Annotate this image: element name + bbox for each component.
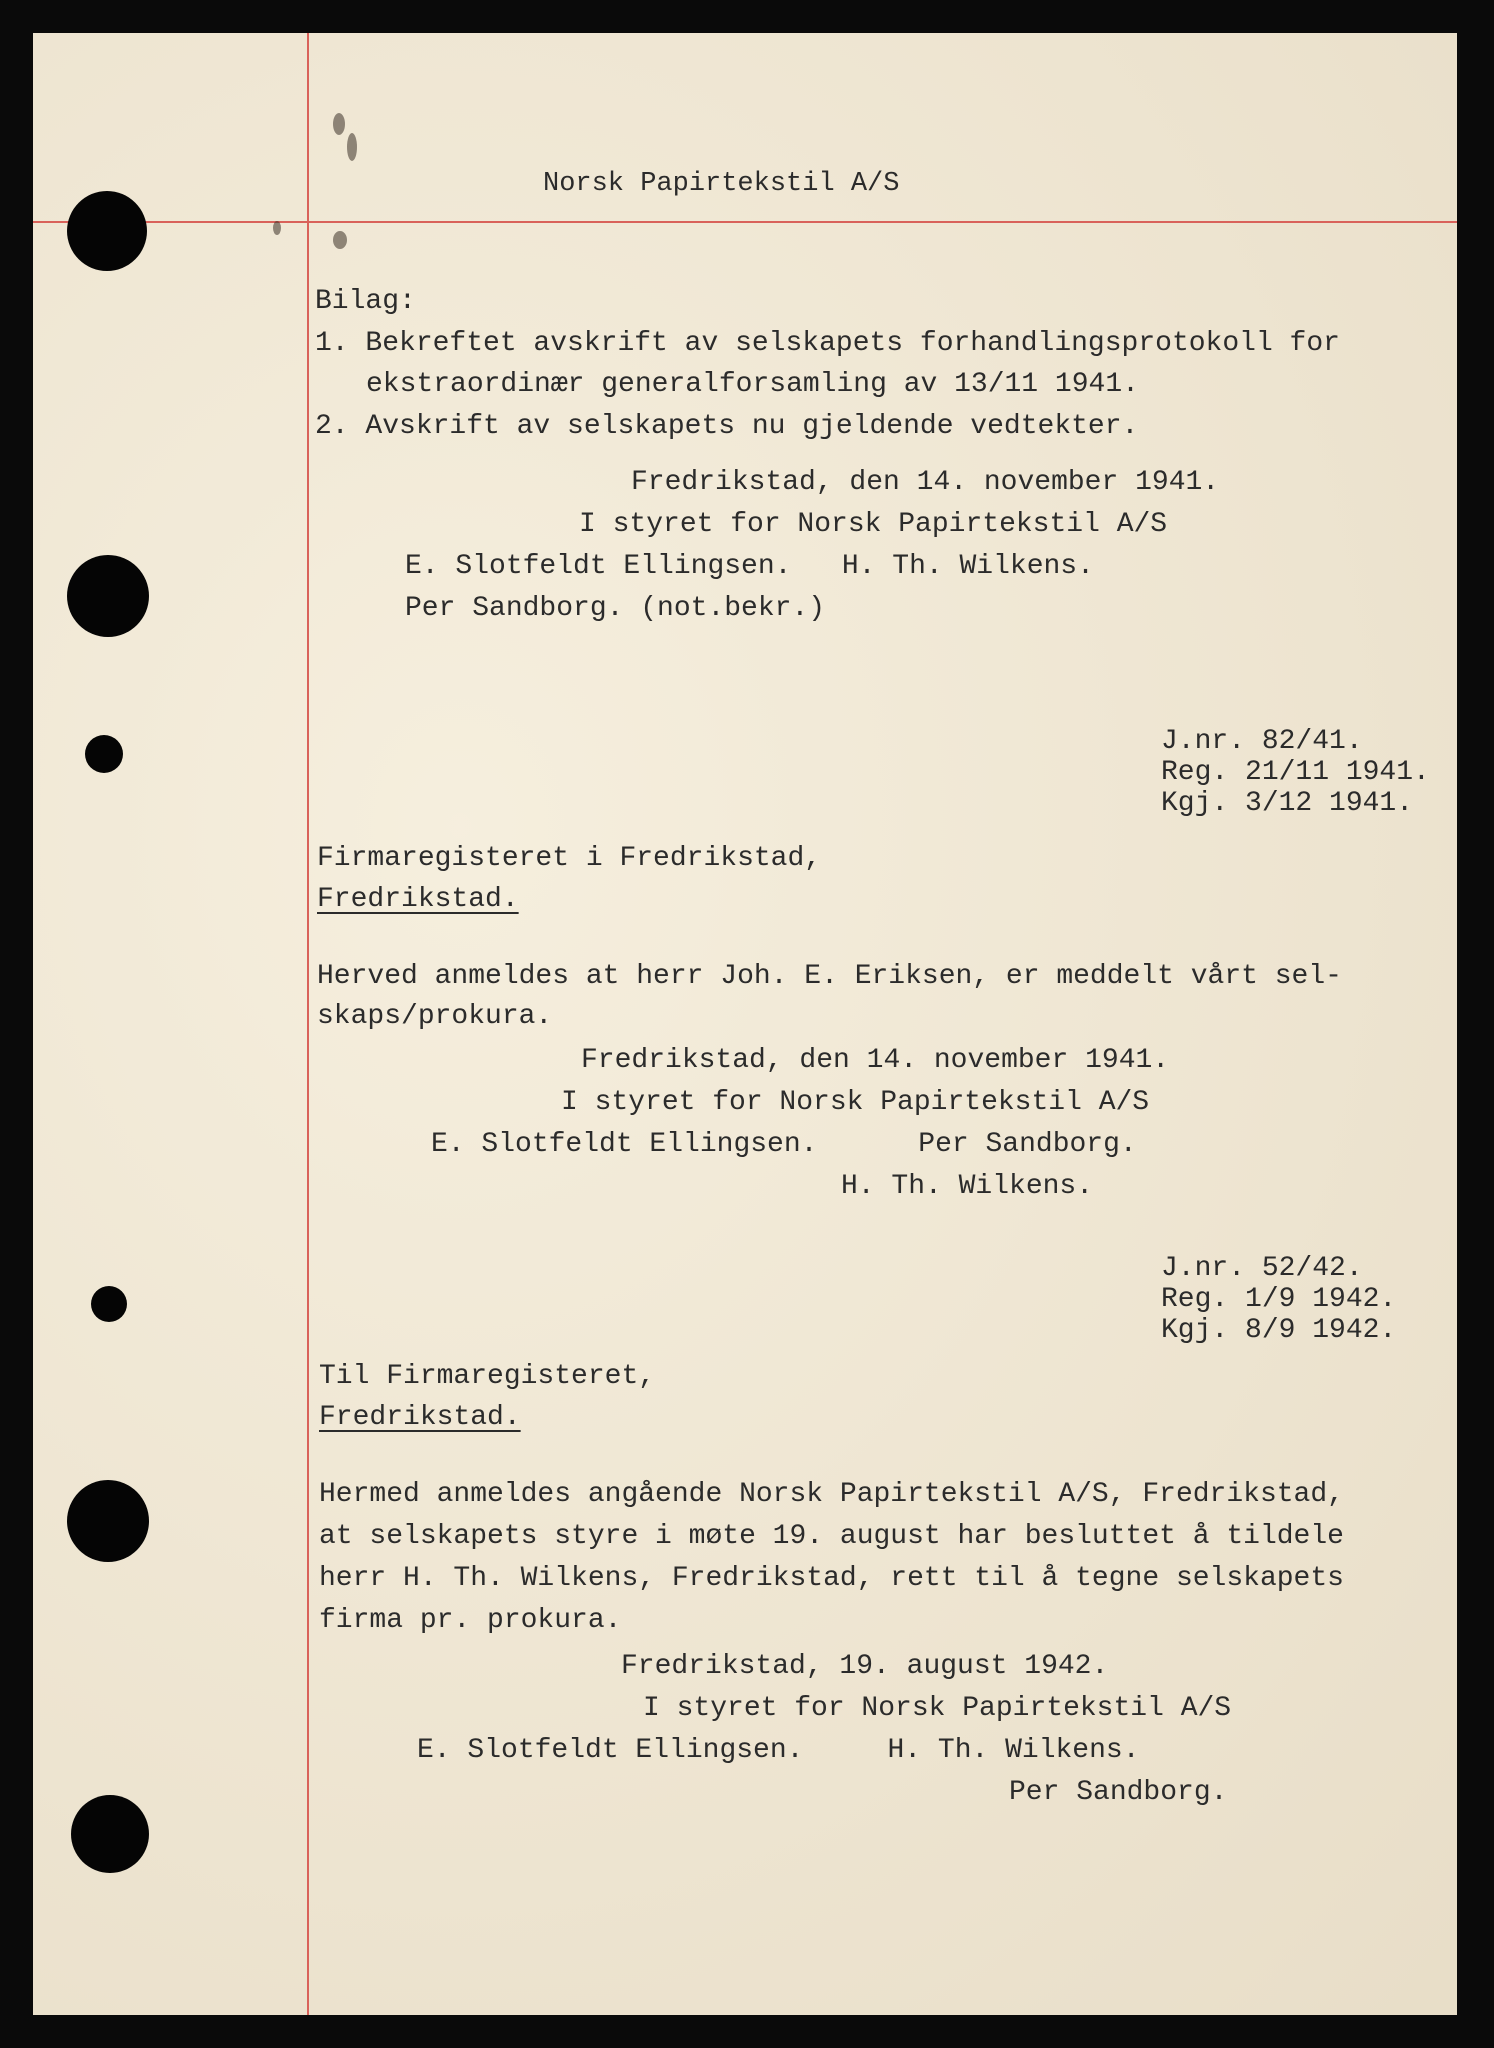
document-page — [33, 33, 1457, 2015]
letter2-city: Fredrikstad. — [317, 884, 519, 915]
sign1-signers-b: Per Sandborg. (not.bekr.) — [405, 593, 826, 624]
letter3-city: Fredrikstad. — [319, 1402, 521, 1433]
ink-smudge — [333, 113, 345, 135]
letter3-signers-a: E. Slotfeldt Ellingsen. H. Th. Wilkens. — [417, 1735, 1140, 1766]
letter2-signers-b: H. Th. Wilkens. — [841, 1171, 1094, 1202]
margin-rule — [307, 33, 309, 2015]
reg1-jnr: J.nr. 82/41. — [1161, 726, 1363, 757]
letter3-body-1: Hermed anmeldes angående Norsk Papirtekstil A/S, Fredrikstad, — [319, 1479, 1344, 1510]
punch-hole — [71, 1795, 149, 1873]
ink-smudge — [347, 133, 357, 161]
letter2-signers-a: E. Slotfeldt Ellingsen. Per Sandborg. — [431, 1129, 1137, 1160]
attachment-item-1: 1. Bekreftet avskrift av selskapets forhandlingsprotokoll for — [315, 328, 1340, 359]
header-rule — [33, 221, 1457, 223]
attachment-item-1-cont: ekstraordinær generalforsamling av 13/11 1941. — [366, 369, 1139, 400]
letter2-addressee: Firmaregisteret i Fredrikstad, — [317, 843, 822, 874]
reg1-reg: Reg. 21/11 1941. — [1161, 757, 1430, 788]
letter3-body-4: firma pr. prokura. — [319, 1605, 622, 1636]
reg2-jnr: J.nr. 52/42. — [1161, 1253, 1363, 1284]
letter3-signers-b: Per Sandborg. — [1009, 1777, 1228, 1808]
punch-hole — [67, 1480, 149, 1562]
document-heading: Norsk Papirtekstil A/S — [543, 169, 900, 199]
sign1-date: Fredrikstad, den 14. november 1941. — [631, 467, 1220, 498]
letter2-date: Fredrikstad, den 14. november 1941. — [581, 1045, 1170, 1076]
attachments-label: Bilag: — [315, 286, 416, 317]
reg1-kgj: Kgj. 3/12 1941. — [1161, 788, 1414, 819]
letter2-body-2: skaps/prokura. — [317, 1001, 553, 1032]
letter2-board: I styret for Norsk Papirtekstil A/S — [561, 1087, 1150, 1118]
letter3-body-3: herr H. Th. Wilkens, Fredrikstad, rett til å tegne selskapets — [319, 1563, 1344, 1594]
letter3-date: Fredrikstad, 19. august 1942. — [621, 1651, 1109, 1682]
letter3-addressee: Til Firmaregisteret, — [319, 1361, 656, 1392]
letter2-body-1: Herved anmeldes at herr Joh. E. Eriksen, er meddelt vårt sel- — [317, 961, 1342, 992]
punch-hole — [85, 735, 123, 773]
ink-smudge — [273, 221, 281, 235]
punch-hole — [67, 555, 149, 637]
sign1-board: I styret for Norsk Papirtekstil A/S — [579, 509, 1168, 540]
punch-hole — [91, 1286, 127, 1322]
reg2-kgj: Kgj. 8/9 1942. — [1161, 1315, 1397, 1346]
letter3-board: I styret for Norsk Papirtekstil A/S — [643, 1693, 1232, 1724]
reg2-reg: Reg. 1/9 1942. — [1161, 1284, 1397, 1315]
letter3-body-2: at selskapets styre i møte 19. august har besluttet å tildele — [319, 1521, 1344, 1552]
attachment-item-2: 2. Avskrift av selskapets nu gjeldende vedtekter. — [315, 411, 1139, 442]
punch-hole — [67, 191, 147, 271]
sign1-signers-a: E. Slotfeldt Ellingsen. H. Th. Wilkens. — [405, 551, 1094, 582]
ink-smudge — [333, 231, 347, 249]
